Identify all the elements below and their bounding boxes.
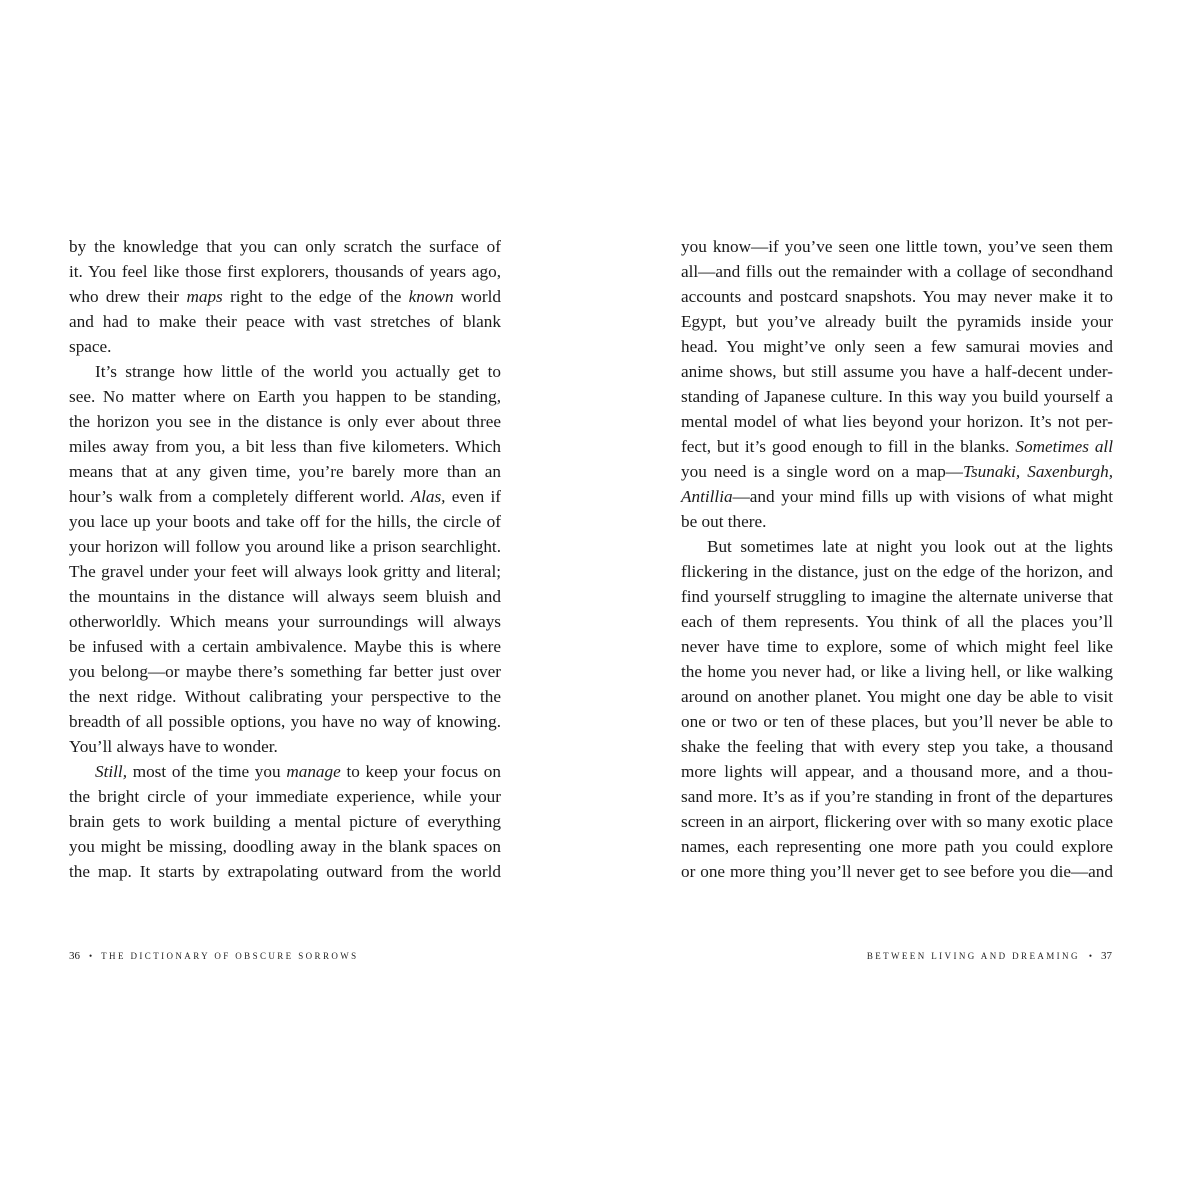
page-number: 36 [69, 950, 80, 962]
text-line: more lights will appear, and a thousand more, and a thou- [681, 762, 1113, 781]
text-line: the horizon you see in the distance is only ever about three [69, 412, 501, 431]
text-line: your horizon will follow you around like a prison searchlight. [69, 537, 501, 556]
italic-text: Sometimes all [1015, 437, 1113, 456]
text-line: miles away from you, a bit less than five kilometers. Which [69, 437, 501, 456]
right-page-footer [867, 950, 1112, 962]
separator: • [1088, 951, 1092, 961]
text-line: names, each representing one more path you could explore [681, 837, 1113, 856]
text-line: the next ridge. Without calibrating your perspective to the [69, 687, 501, 706]
italic-text: known [408, 287, 454, 306]
text-line: sand more. It’s as if you’re standing in front of the departures [681, 787, 1113, 806]
text-line: shake the feeling that with every step you take, a thousand [681, 737, 1113, 756]
text-line: you know—if you’ve seen one little town, you’ve seen them [681, 237, 1113, 256]
text-line: or one more thing you’ll never get to see before you die—and [681, 862, 1113, 881]
text-line: standing of Japanese culture. In this way you build yourself a [681, 387, 1113, 406]
text-line: space. [69, 337, 112, 356]
text-line: You’ll always have to wonder. [69, 737, 278, 756]
text-line: the mountains in the distance will always seem bluish and [69, 587, 501, 606]
text-line: anime shows, but still assume you have a half-decent under- [681, 362, 1113, 381]
left-page-body [69, 234, 501, 884]
running-head: BETWEEN LIVING AND DREAMING [866, 951, 1080, 961]
text-line: screen in an airport, flickering over with so many exotic place [681, 812, 1113, 831]
text-line: you might be missing, doodling away in the blank spaces on [69, 837, 501, 856]
text-line: otherworldly. Which means your surroundings will always [69, 612, 501, 631]
text-segment: right to the edge of the [222, 287, 409, 306]
text-line: see. No matter where on Earth you happen to be standing, [69, 387, 501, 406]
text-line: be infused with a certain ambivalence. Maybe this is where [69, 637, 501, 656]
text-line: means that at any given time, you’re barely more than an [69, 462, 501, 481]
text-line: It’s strange how little of the world you actually get to [95, 362, 501, 381]
text-line: never have time to explore, some of which might feel like [681, 637, 1113, 656]
text-line [681, 459, 1113, 484]
text-segment: world [453, 287, 501, 306]
running-head: THE DICTIONARY OF OBSCURE SORROWS [101, 951, 359, 961]
text-line: accounts and postcard snapshots. You may never make it to [681, 287, 1113, 306]
left-page-footer [69, 950, 359, 962]
italic-text: Antillia [681, 487, 733, 506]
text-line: The gravel under your feet will always look gritty and literal; [69, 562, 501, 581]
text-line: the bright circle of your immediate experience, while your [69, 787, 501, 806]
text-segment: most of the time you [127, 762, 287, 781]
text-line: the home you never had, or like a living hell, or like walking [681, 662, 1113, 681]
text-line: breadth of all possible options, you have no way of knowing. [69, 712, 501, 731]
italic-text: Alas, [410, 487, 446, 506]
text-segment: to keep your focus on [340, 762, 501, 781]
italic-text: Still, [95, 762, 127, 781]
right-page-body [681, 234, 1113, 884]
text-line: it. You feel like those first explorers, thousands of years ago, [69, 262, 501, 281]
text-segment: —and your mind fills up with visions of what might [732, 487, 1113, 506]
text-line: all—and fills out the remainder with a collage of secondhand [681, 262, 1113, 281]
text-line [681, 434, 1113, 459]
text-line: But sometimes late at night you look out at the lights [707, 537, 1113, 556]
text-line: each of them represents. You think of all the places you’ll [681, 612, 1113, 631]
text-line [69, 484, 501, 509]
text-line: you lace up your boots and take off for the hills, the circle of [69, 512, 501, 531]
page-number: 37 [1101, 950, 1112, 962]
text-segment: fect, but it’s good enough to fill in the blanks. [681, 437, 1016, 456]
text-line [681, 484, 1113, 509]
text-line: brain gets to work building a mental picture of everything [69, 812, 501, 831]
text-segment: hour’s walk from a completely different world. [69, 487, 411, 506]
text-segment: even if [445, 487, 501, 506]
text-line: find yourself struggling to imagine the alternate universe that [681, 587, 1113, 606]
text-line [69, 759, 501, 784]
separator: • [89, 951, 93, 961]
text-line: be out there. [681, 512, 767, 531]
italic-text: manage [286, 762, 341, 781]
text-line: mental model of what lies beyond your horizon. It’s not per- [681, 412, 1113, 431]
text-line: flickering in the distance, just on the edge of the horizon, and [681, 562, 1113, 581]
italic-text: maps [186, 287, 223, 306]
text-line: around on another planet. You might one day be able to visit [681, 687, 1113, 706]
text-line: one or two or ten of these places, but you’ll never be able to [681, 712, 1113, 731]
text-line: and had to make their peace with vast stretches of blank [69, 312, 501, 331]
text-segment: who drew their [69, 287, 187, 306]
text-line: you belong—or maybe there’s something far better just over [69, 662, 501, 681]
italic-text: Tsunaki, Saxenburgh, [963, 462, 1113, 481]
text-line: by the knowledge that you can only scratch the surface of [69, 237, 501, 256]
text-line: the map. It starts by extrapolating outward from the world [69, 862, 501, 881]
text-line: Egypt, but you’ve already built the pyramids inside your [681, 312, 1113, 331]
text-line: head. You might’ve only seen a few samurai movies and [681, 337, 1113, 356]
text-segment: you need is a single word on a map— [681, 462, 963, 481]
text-line [69, 284, 501, 309]
